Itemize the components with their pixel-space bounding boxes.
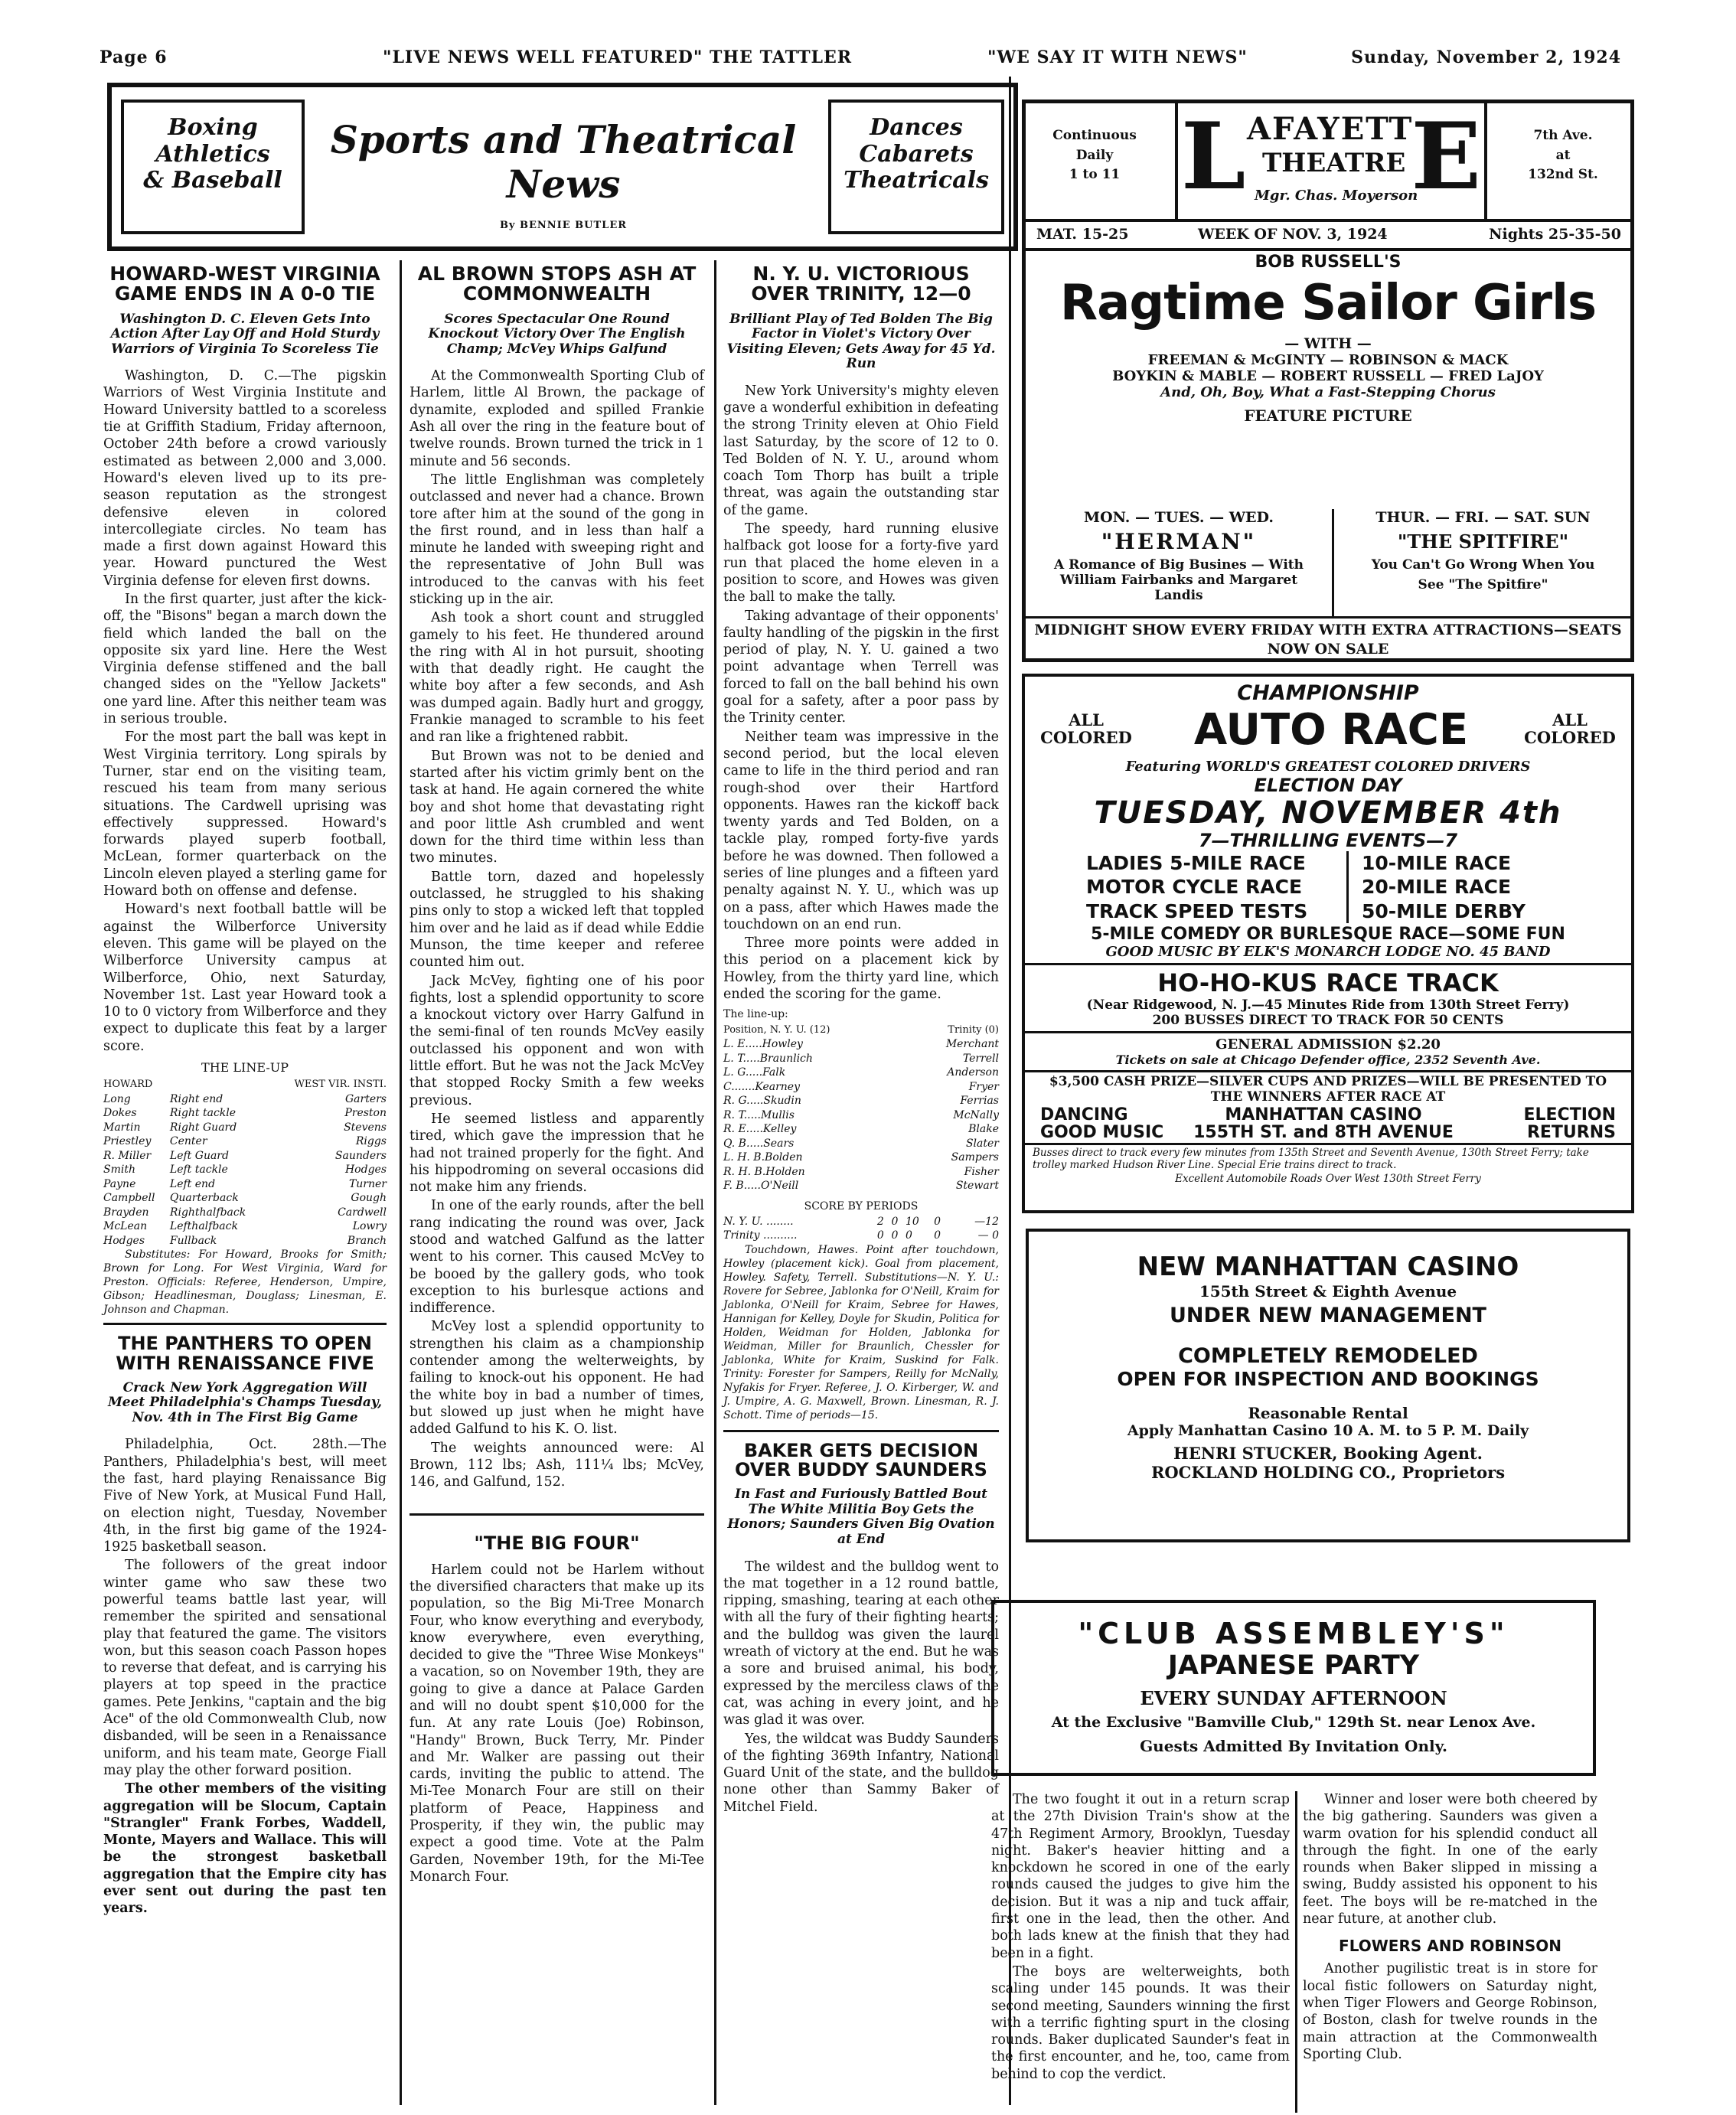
article-paragraph: The other members of the visiting aggregation will be Slocum, Captain "Strangler" Frank Forbes, Waddell, Monte, Mayers and Wallace. This will be the strongest basketball aggregation that the Empire city has ever sent out during the past ten years. <box>103 1781 387 1917</box>
article-headline: HOWARD-WEST VIRGINIA GAME ENDS IN A 0-0 TIE <box>109 263 380 305</box>
ad-text: UNDER NEW MANAGEMENT <box>1170 1304 1486 1327</box>
article-headline: BAKER GETS DECISION OVER BUDDY SAUNDERS <box>735 1439 987 1481</box>
ad-text: OPEN FOR INSPECTION AND BOOKINGS <box>1117 1368 1539 1390</box>
article-paragraph: The weights announced were: Al Brown, 112 lbs; Ash, 111¼ lbs; McVey, 146, and Galfund, 152. <box>410 1440 704 1490</box>
table-row: C.......Kearney Fryer <box>723 1080 999 1093</box>
film-description: You Can't Go Wrong When You <box>1371 557 1595 573</box>
table-row: R. H. B.Holden Fisher <box>723 1165 999 1178</box>
article-paragraph: Yes, the wildcat was Buddy Saunders of the fighting 369th Infantry, National Guard Unit of the state, and the bulldog none other than Sammy Baker of Mitchel Field. <box>723 1731 999 1815</box>
ad-text: 155TH ST. and 8TH AVENUE <box>1193 1123 1454 1143</box>
show-title: Ragtime Sailor Girls <box>1059 275 1597 331</box>
table-row: Long Right end Garters <box>103 1092 387 1105</box>
ad-text: (Near Ridgewood, N. J.—45 Minutes Ride from 130th Street Ferry) <box>1086 997 1570 1013</box>
lafayette-theatre-ad <box>1022 100 1634 662</box>
lineup-header: Trinity (0) <box>948 1023 999 1036</box>
auto-race-ad <box>1022 674 1634 1213</box>
ad-fine-print: Busses direct to track every few minutes from 135th Street and Seventh Avenue, 130th Street Ferry; take trolley marked Hudson River Line. Special Erie trains direct to track. <box>1025 1143 1631 1173</box>
table-row: Q. B.....Sears Slater <box>723 1137 999 1150</box>
article-headline: AL BROWN STOPS ASH AT COMMONWEALTH <box>417 263 697 305</box>
article-paragraph: In one of the early rounds, after the bell rang indicating the round was over, Jack stood and watched Galfund as the latter went to his corner. This caused McVey to be booed by the gallery gods, who took exception to his burlesque actions and indifference. <box>410 1198 704 1317</box>
issue-date: Sunday, November 2, 1924 <box>1351 47 1621 67</box>
table-row: N. Y. U. ........ 2 0 10 0 —12 <box>723 1215 999 1228</box>
ad-text: ROCKLAND HOLDING CO., Proprietors <box>1150 1463 1506 1482</box>
article-paragraph: Winner and loser were both cheered by the big gathering. Saunders was given a warm ovation for his splendid conduct all through the fight. In one of the early rounds when Baker slipped in missing a swing, Buddy assisted his opponent to his feet. The boys will be re-matched in the near future, at another club. <box>1303 1792 1597 1927</box>
ad-text: Guests Admitted By Invitation Only. <box>1140 1737 1447 1755</box>
column-2 <box>410 264 704 1887</box>
article-paragraph: Neither team was impressive in the second period, but the local eleven came to life in the third period and ran rough-shod over their Hartford opponents. Hawes ran the kickoff back twenty yards and Ted Bolden, on a tackle play, romped forty-five yards before he was downed. Then followed a series of line plunges and a fifteen yard penalty against N. Y. U., which was up on a pass, after which Hawes made the touchdown on an end run. <box>723 729 999 932</box>
race-title: AUTO RACE <box>1193 705 1469 755</box>
film-description: A Romance of Big Busines — With William Fairbanks and Margaret Landis <box>1053 557 1304 603</box>
article-paragraph: The wildest and the bulldog went to the mat together in a 12 round battle, ripping, smashing, tearing at each other with all the fury of their fighting hearts; and the bulldog was given the laurel wreath of victory at the end. But he was a sore and bruised animal, his body, expressed by the merciless claws of the cat, was aching in every joint, and he was glad it was over. <box>723 1559 999 1728</box>
lineup-header: WEST VIR. INSTI. <box>294 1079 387 1091</box>
table-row: Priestley Center Riggs <box>103 1135 387 1148</box>
ad-text: 155th Street & Eighth Avenue <box>1199 1282 1457 1301</box>
lineup-title: THE LINE-UP <box>201 1060 289 1075</box>
article-paragraph: In the first quarter, just after the kick-off, the "Bisons" began a march down the field which landed the ball on the opposite six yard line. Here the West Virginia defense stiffened and the ball changed sides on the "Yellow Jackets" one yard line. After this neither team was in serious trouble. <box>103 592 387 727</box>
table-row: Dokes Right tackle Preston <box>103 1107 387 1120</box>
ad-text: JAPANESE PARTY <box>1167 1650 1420 1681</box>
banner-byline: By BENNIE BUTLER <box>499 220 628 231</box>
film-description: See "The Spitfire" <box>1418 577 1548 592</box>
table-row: Smith Left tackle Hodges <box>103 1164 387 1177</box>
event-item: MOTOR CYCLE RACE <box>1086 876 1303 899</box>
masthead-slogan: "LIVE NEWS WELL FEATURED" THE TATTLER <box>383 47 853 67</box>
table-row: L. E.....Howley Merchant <box>723 1038 999 1051</box>
article-paragraph: McVey lost a splendid opportunity to strengthen his claim as a championship contender among the welterweights, by failing to knock-out his opponent. He had the white boy in bad a number of times, but slowed up just when he might have added Galfund to his K. O. list. <box>410 1319 704 1438</box>
article-paragraph: Philadelphia, Oct. 28th.—The Panthers, Philadelphia's best, will meet the fast, hard playing Renaissance Big Five of New York, at Musical Fund Hall, on election night, Tuesday, November 4th, in the first big game of the 1924-1925 basketball season. <box>103 1437 387 1555</box>
banner-right-line: Dances <box>870 114 963 141</box>
table-row: Campbell Quarterback Gough <box>103 1192 387 1205</box>
article-paragraph: Taking advantage of their opponents' faulty handling of the pigskin in the first period of play, N. Y. U. gained a two point advantage when Terrell was forced to fall on the ball behind his own goal for a safety, after a poor pass by the Trinity center. <box>723 608 999 726</box>
table-row: F. B.....O'Neill Stewart <box>723 1180 999 1193</box>
page-number: Page 6 <box>100 47 168 67</box>
theatre-manager: Mgr. Chas. Moyerson <box>1255 188 1418 204</box>
ad-text: $3,500 CASH PRIZE—SILVER CUPS AND PRIZES—WILL BE PRESENTED TO THE WINNERS AFTER RACE AT <box>1049 1074 1607 1105</box>
game-notes: Touchdown, Hawes. Point after touchdown, Howley (placement kick). Goal from placement, Howley. Safety, Terrell. Substitutions—N. Y. U.: Rovere for Sebree, Jablonka for O'Neill, Kraim for Jablonka, O'Neill for Kraim, Sebree for Hawes, Hannigan for Kelley, Doyle for Skudin, Politica for Holden, Weidman for Holden, Jablonka for Weidman, Miller for Braunlich, Chessler for Jablonka, White for Kraim, Suskind for Falk. Trinity: Forester for Sampers, Reilly for McNally, Nyfakis for Fryer. Referee, J. O. Kirberger, W. and J. Umpire, A. G. Maxwell, Brown. Linesman, R. J. Schott. Time of periods—15. <box>723 1243 999 1421</box>
article-headline: THE PANTHERS TO OPEN WITH RENAISSANCE FIVE <box>116 1333 374 1374</box>
banner-title: Sports and Theatrical News <box>330 117 797 207</box>
article-paragraph: The followers of the great indoor winter game who saw these two powerful teams battle last year, will remember the spirited and sensational play that featured the game. The visitors won, but this season coach Passon hopes to reverse that defeat, and is carrying his players at top speed in the practice games. Pete Jenkins, "captain and the big Ace" of the old Commonwealth Club, now disbanded, will be seen in a Renaissance uniform, and his team mate, George Fiall may play the other forward position. <box>103 1558 387 1778</box>
ad-text: At the Exclusive "Bamville Club," 129th St. near Lenox Ave. <box>1051 1714 1536 1731</box>
banner-left-line: Boxing <box>168 114 258 141</box>
article-paragraph: New York University's mighty eleven gave a wonderful exhibition in defeating the strong Trinity eleven at Ohio Field last Saturday, by the score of 12 to 0. Ted Bolden of N. Y. U., around whom coach Tom Thorp has built a triple threat, was again the outstanding star of the game. <box>723 383 999 518</box>
theatre-subtitle: THEATRE <box>1262 148 1406 178</box>
lineup-table <box>723 1023 999 1193</box>
banner-right-box <box>828 100 1004 234</box>
article-paragraph: Washington, D. C.—The pigskin Warriors of West Virginia Institute and Howard University battled to a scoreless tie at Griffith Stadium, Friday afternoon, October 24th before a crowd variously estimated as between 2,000 and 3,000. Howard's eleven lived up to its pre-season reputation as the strongest defensive eleven in colored intercollegiate circles. No team has made a first down against Howard this year. Howard punctured the West Virginia defense for eleven first downs. <box>103 368 387 589</box>
theatre-letter-l: L <box>1181 103 1246 211</box>
ad-fine-print: Excellent Automobile Roads Over West 130th Street Ferry <box>1175 1173 1481 1185</box>
ad-text: at <box>1555 147 1571 163</box>
lineup-title: The line-up: <box>723 1008 788 1021</box>
column-rule <box>400 260 402 2105</box>
score-title: SCORE BY PERIODS <box>804 1199 919 1213</box>
ad-text: THUR. — FRI. — SAT. SUN <box>1375 509 1591 526</box>
table-row: Martin Right Guard Stevens <box>103 1121 387 1134</box>
article-paragraph: Jack McVey, fighting one of his poor fights, lost a splendid opportunity to score a knockout victory over Harry Galfund in the semi-final of ten rounds McVey easily outclassed his opponent and won with little effort. But he was not the Jack McVey that stopped Rocky Smith a few weeks previous. <box>410 973 704 1108</box>
table-row: Hodges Fullback Branch <box>103 1234 387 1247</box>
event-item: 10-MILE RACE <box>1362 852 1512 874</box>
table-row: Payne Left end Turner <box>103 1177 387 1190</box>
article-deck: Crack New York Aggregation Will Meet Philadelphia's Champs Tuesday, Nov. 4th in The First Big Game <box>107 1379 383 1425</box>
table-row: Brayden Righthalfback Cardwell <box>103 1206 387 1219</box>
column-5 <box>1303 1791 1597 2064</box>
ad-text: 7—THRILLING EVENTS—7 <box>1198 830 1458 851</box>
ad-text: 5-MILE COMEDY OR BURLESQUE RACE—SOME FUN <box>1091 925 1565 944</box>
divider <box>723 1430 999 1432</box>
table-row: L. H. B.Bolden Sampers <box>723 1151 999 1164</box>
ad-text: HENRI STUCKER, Booking Agent. <box>1173 1444 1483 1463</box>
ad-text: DANCING <box>1040 1105 1128 1124</box>
ad-text: 1 to 11 <box>1069 167 1121 182</box>
article-deck: Brilliant Play of Ted Bolden The Big Factor in Violet's Victory Over Visiting Eleven; Gets Away for 45 Yd. Run <box>726 311 996 372</box>
table-row: L. G.....Falk Anderson <box>723 1066 999 1079</box>
ad-text: Reasonable Rental <box>1248 1404 1408 1422</box>
show-presenter: BOB RUSSELL'S <box>1255 253 1402 272</box>
ad-footer: MIDNIGHT SHOW EVERY FRIDAY WITH EXTRA ATTRACTIONS—SEATS NOW ON SALE <box>1034 622 1622 658</box>
casino-title: NEW MANHATTAN CASINO <box>1137 1252 1519 1282</box>
table-row: R. T.....Mullis McNally <box>723 1108 999 1121</box>
article-headline: "THE BIG FOUR" <box>474 1532 640 1555</box>
table-row: Trinity .......... 0 0 0 0 — 0 <box>723 1229 999 1242</box>
banner-left-box <box>121 100 305 234</box>
article-paragraph: For the most part the ball was kept in West Virginia territory. Long spirals by Turner, star end on the visiting team, rescued his team from many serious situations. The Cardwell uprising was effectively suppressed. Howard's forwards played superb football, McLean, former quarterback on the Lincoln eleven played a sterling game for Howard both on offense and defense. <box>103 729 387 899</box>
ad-text: 132nd St. <box>1528 167 1598 182</box>
article-paragraph: The boys are welterweights, both scaling under 145 pounds. It was their second meeting, Saunders winning the first with a terrific fighting spurt in the closing rounds. Baker duplicated Saunder's feat in the first encounter, and he, too, came from behind to cop the verdict. <box>991 1963 1290 2082</box>
ad-text: COMPLETELY REMODELED <box>1178 1344 1478 1368</box>
event-item: 20-MILE RACE <box>1362 876 1512 899</box>
ad-text: RETURNS <box>1526 1123 1616 1143</box>
lineup-header: Position, N. Y. U. (12) <box>723 1023 830 1036</box>
table-row: R. Miller Left Guard Saunders <box>103 1149 387 1162</box>
cast-line: FREEMAN & McGINTY — ROBINSON & MACK <box>1147 352 1509 369</box>
column-3 <box>723 264 999 1817</box>
masthead-motto: "WE SAY IT WITH NEWS" <box>987 47 1248 67</box>
column-1 <box>103 264 387 1919</box>
ad-text: Daily <box>1075 147 1114 163</box>
ad-text: ELECTION DAY <box>1254 775 1402 796</box>
ad-text: GENERAL ADMISSION $2.20 <box>1216 1036 1441 1053</box>
ad-text: CHAMPIONSHIP <box>1237 681 1419 705</box>
divider <box>410 1513 704 1516</box>
cast-line: And, Oh, Boy, What a Fast-Stepping Chorus <box>1160 384 1496 401</box>
column-rule <box>714 260 716 2105</box>
banner-right-line: Theatricals <box>844 167 989 194</box>
table-row: L. T.....Braunlich Terrell <box>723 1052 999 1065</box>
column-4 <box>991 1791 1290 2084</box>
theatre-letter-e: E <box>1411 103 1481 211</box>
masthead <box>100 47 1621 78</box>
lineup-notes: Substitutes: For Howard, Brooks for Smith; Brown for Long. For West Virginia, Ward for Preston. Officials: Referee, Henderson, Umpire, Gibson; Headlinesman, Douglass; Linesman, E. Johnson and Chapman. <box>103 1248 387 1317</box>
club-assembley-ad <box>991 1600 1596 1776</box>
article-deck: Washington D. C. Eleven Gets Into Action After Lay Off and Hold Sturdy Warriors of Virginia To Scoreless Tie <box>110 311 380 357</box>
ad-text: MANHATTAN CASINO <box>1225 1105 1422 1124</box>
article-deck: In Fast and Furiously Battled Bout The White Militia Boy Gets the Honors; Saunders Given Big Ovation at End <box>727 1487 995 1547</box>
table-row: R. E.....Kelley Blake <box>723 1123 999 1136</box>
article-paragraph: The little Englishman was completely outclassed and never had a chance. Brown tore after him at the sound of the gong in the first round, and in less than half a minute he landed with sweeping right and the representative of John Bull was introduced to the canvas with his feet sticking up in the air. <box>410 472 704 607</box>
article-paragraph: Battle torn, dazed and hopelessly outclassed, he struggled to his shaking pins only to stop a wicked left that toppled him over and he laid as if dead while Eddie Munson, the time keeper and referee counted him out. <box>410 869 704 971</box>
article-paragraph: Three more points were added in this period on a placement kick by Howley, from the thirty yard line, which ended the scoring for the game. <box>723 935 999 1003</box>
matinee-prices: MAT. 15-25 <box>1036 226 1129 243</box>
feature-heading: FEATURE PICTURE <box>1244 406 1412 426</box>
ad-text: ELECTION <box>1523 1105 1616 1124</box>
ad-text: EVERY SUNDAY AFTERNOON <box>1140 1687 1447 1709</box>
article-headline: N. Y. U. VICTORIOUS OVER TRINITY, 12—0 <box>751 263 971 305</box>
ad-text: — WITH — <box>1284 335 1372 353</box>
ad-text: MON. — TUES. — WED. <box>1084 509 1274 526</box>
article-paragraph: At the Commonwealth Sporting Club of Harlem, little Al Brown, the package of dynamite, exploded and spilled Frankie Ash all over the ring in the feature bout of twelve rounds. Brown turned the trick in 1 minute and 56 seconds. <box>410 368 704 469</box>
section-banner <box>107 83 1018 251</box>
lineup-table <box>103 1078 387 1248</box>
ad-text: ALL COLORED <box>1040 710 1132 748</box>
event-item: TRACK SPEED TESTS <box>1086 899 1308 922</box>
ad-text: 200 BUSSES DIRECT TO TRACK FOR 50 CENTS <box>1025 1013 1631 1033</box>
ad-text: ALL COLORED <box>1524 710 1616 748</box>
table-row: McLean Lefthalfback Lowry <box>103 1220 387 1233</box>
article-paragraph: The speedy, hard running elusive halfback got loose for a forty-five yard run that placed the home eleven in a position to score, and Howes was given the ball to make the tally. <box>723 521 999 605</box>
night-prices: Nights 25-35-50 <box>1489 226 1621 243</box>
ad-text: GOOD MUSIC BY ELK'S MONARCH LODGE NO. 45 BAND <box>1025 944 1631 965</box>
ad-text: Continuous <box>1052 128 1137 143</box>
score-table <box>723 1215 999 1243</box>
film-title: "HERMAN" <box>1101 529 1257 554</box>
article-headline: FLOWERS AND ROBINSON <box>1339 1937 1561 1956</box>
banner-left-line: Athletics <box>155 140 270 168</box>
lineup-header: HOWARD <box>103 1079 153 1091</box>
race-date: TUESDAY, NOVEMBER 4th <box>1094 795 1562 831</box>
ad-text: Tickets on sale at Chicago Defender office, 2352 Seventh Ave. <box>1025 1053 1631 1072</box>
article-paragraph: The two fought it out in a return scrap at the 27th Division Train's show at the 47th Regiment Armory, Brooklyn, Tuesday night. Baker's heavier hitting and a knockdown he scored in one of the early rounds caused the judges to give him the decision. But it was a nip and tuck affair, first one in the lead, then the other. And both lads knew at the finish that they had been in a fight. <box>991 1792 1290 1961</box>
article-paragraph: He seemed listless and apparently tired, which gave the impression that he had not trained properly for the fight. And his hippodroming on several occasions did not make him any friends. <box>410 1111 704 1196</box>
column-rule <box>1295 1791 1297 2113</box>
divider <box>103 1323 387 1325</box>
ad-text: 7th Ave. <box>1533 128 1593 143</box>
theatre-name: AFAYETT <box>1247 111 1414 147</box>
film-title: "THE SPITFIRE" <box>1397 530 1569 553</box>
casino-ad <box>1026 1229 1630 1542</box>
banner-left-line: & Baseball <box>143 167 282 194</box>
ad-text: Featuring WORLD'S GREATEST COLORED DRIVERS <box>1125 759 1531 775</box>
event-item: LADIES 5-MILE RACE <box>1086 852 1306 874</box>
event-item: 50-MILE DERBY <box>1362 899 1526 922</box>
track-name: HO-HO-KUS RACE TRACK <box>1157 968 1499 997</box>
article-paragraph: Harlem could not be Harlem without the diversified characters that make up its population, so the Big Mi-Tree Monarch Four, who know everything and everybody, know everywhere, even everything, decided to give the "Three Wise Monkeys" a vacation, so on November 19th, they are going to give a dance at Palace Garden and will no doubt spent $10,000 for the fun. At any rate Louis (Joe) Robinson, "Handy" Brown, Buck Terry, Mr. Pinder and Mr. Walker are passing out their cards, inviting the public to attend. The Mi-Tee Monarch Four are still on their platform of Peace, Happiness and Prosperity, if they win, the public may expect a good time. Vote at the Palm Garden, November 19th, for the Mi-Tee Monarch Four. <box>410 1562 704 1885</box>
banner-right-line: Cabarets <box>859 140 974 168</box>
article-paragraph: Ash took a short count and struggled gamely to his feet. He thundered around the ring with Al in hot pursuit, shooting with that deadly right. He caught the white boy after a few seconds, and Ash was dumped again. Badly hurt and groggy, Frankie managed to scramble to his feet and ran like a frightened rabbit. <box>410 610 704 746</box>
article-deck: Scores Spectacular One Round Knockout Victory Over The English Champ; McVey Whips Galfund <box>428 311 686 357</box>
club-title: "CLUB ASSEMBLEY'S" <box>1078 1617 1509 1650</box>
ad-text: Apply Manhattan Casino 10 A. M. to 5 P. M. Daily <box>1127 1422 1529 1439</box>
lineup-header <box>170 1078 268 1092</box>
week-of: WEEK OF NOV. 3, 1924 <box>1198 226 1388 243</box>
article-paragraph: Howard's next football battle will be against the Wilberforce University eleven. This game will be played on the Wilberforce University campus at Wilberforce, Ohio, next Saturday, November 1st. Last year Howard took a 10 to 0 victory from Wilberforce and they expect to duplicate this feat by a larger score. <box>103 902 387 1054</box>
ad-text: GOOD MUSIC <box>1040 1123 1164 1143</box>
table-row: R. G.....Skudin Ferrias <box>723 1095 999 1108</box>
article-paragraph: But Brown was not to be denied and started after his victim grimly bent on the task at hand. He again cornered the white boy and shot home that devastating right and poor little Ash crumbled and went down for the third time within less than two minutes. <box>410 748 704 867</box>
article-paragraph: Another pugilistic treat is in store for local fistic followers on Saturday night, when Tiger Flowers and George Robinson, of Boston, clash for twelve rounds in the main attraction at the Commonwealth Sporting Club. <box>1303 1961 1597 2062</box>
cast-line: BOYKIN & MABLE — ROBERT RUSSELL — FRED LaJOY <box>1112 368 1544 385</box>
